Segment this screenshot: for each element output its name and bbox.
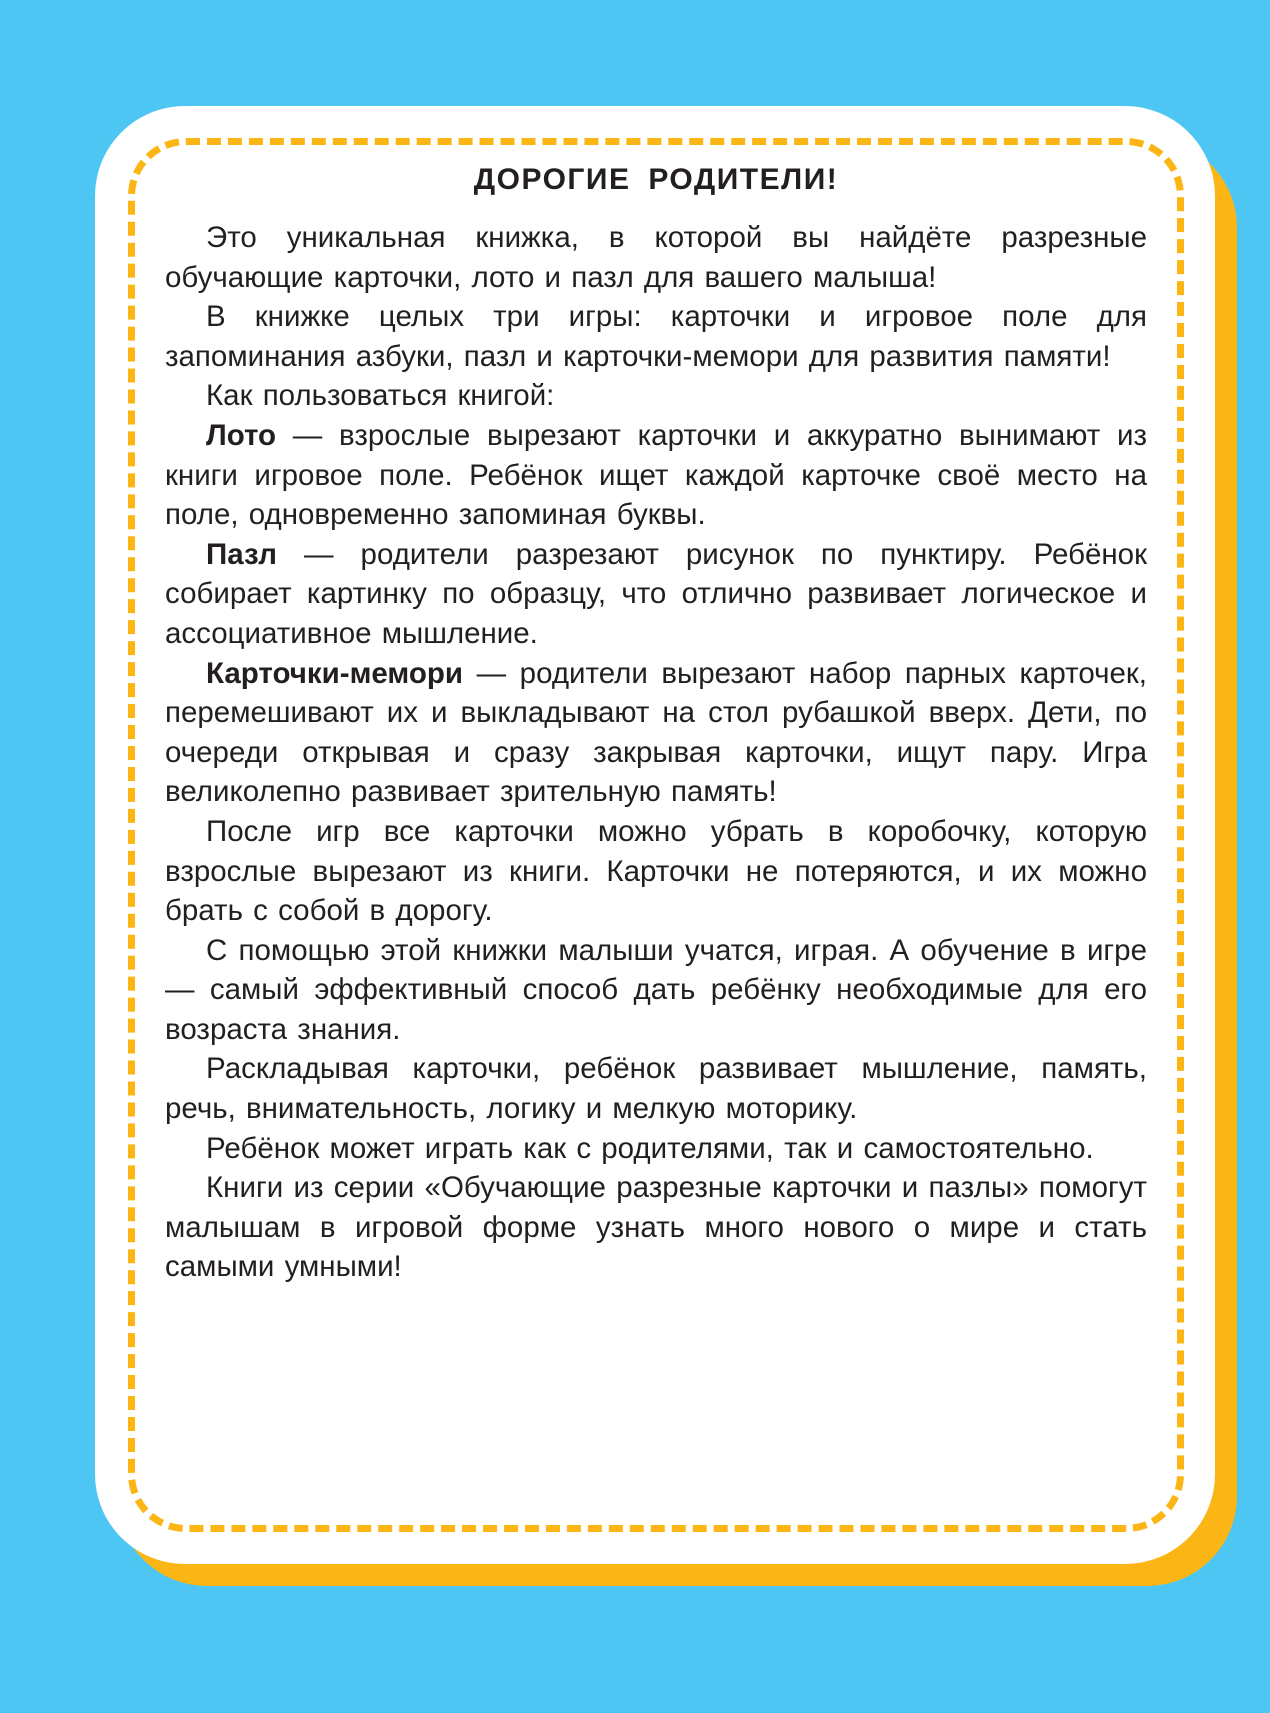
- paragraph-text: — взрослые вырезают карточки и аккуратно вынимают из книги игровое поле. Ребёнок ищет каждой карточке своё место на поле, одновременно запоминая буквы.: [165, 418, 1147, 532]
- paragraph: [165, 1168, 1147, 1287]
- paragraph-text: В книжке целых три игры: карточки и игровое поле для запоминания азбуки, пазл и карточки-мемори для развития памяти!: [165, 300, 1147, 373]
- paragraph: [165, 1129, 1147, 1169]
- paragraph-text: Это уникальная книжка, в которой вы найдёте разрезные обучающие карточки, лото и пазл для вашего малыша!: [165, 221, 1147, 294]
- paragraph: [165, 812, 1147, 931]
- paragraph-text: С помощью этой книжки малыши учатся, играя. А обучение в игре — самый эффективный способ дать ребёнку необходимые для его возраста знания.: [165, 933, 1147, 1046]
- paragraph-text: — родители разрезают рисунок по пунктиру. Ребёнок собирает картинку по образцу, что отлично развивает логическое и ассоциативное мышление.: [165, 537, 1147, 650]
- paragraph-puzzle: [165, 535, 1147, 654]
- paragraph-text: После игр все карточки можно убрать в коробочку, которую взрослые вырезают из книги. Карточки не потеряются, и их можно брать с собой в дорогу.: [165, 814, 1147, 928]
- paragraph-text: Ребёнок может играть как с родителями, так и самостоятельно.: [206, 1131, 1094, 1165]
- page-title: ДОРОГИЕ РОДИТЕЛИ!: [473, 163, 839, 196]
- paragraph: [165, 297, 1147, 376]
- paragraph-text: Как пользоваться книгой:: [206, 379, 555, 413]
- paragraph-loto: [165, 416, 1147, 535]
- paragraph-text: Раскладывая карточки, ребёнок развивает мышление, память, речь, внимательность, логику и мелкую моторику.: [165, 1052, 1147, 1126]
- paragraph: [165, 218, 1147, 297]
- paragraph-memory: [165, 654, 1147, 812]
- paragraph: [165, 931, 1147, 1050]
- paragraph-text: Книги из серии «Обучающие разрезные карточки и пазлы» помогут малышам в игровой форме узнать много нового о мире и стать самыми умными!: [165, 1171, 1147, 1284]
- paragraph: [165, 1049, 1147, 1128]
- term-memory: Карточки-мемори: [206, 656, 464, 690]
- card-content: [165, 160, 1147, 1287]
- paragraph: [165, 376, 1147, 416]
- paragraph-text: — родители вырезают набор парных карточек, перемешивают их и выкладывают на стол рубашкой вверх. Дети, по очереди открывая и сразу закрывая карточки, ищут пару. Игра великолепно развивает зрительную память!: [165, 656, 1147, 809]
- term-puzzle: Пазл: [206, 537, 277, 571]
- term-loto: Лото: [206, 418, 277, 452]
